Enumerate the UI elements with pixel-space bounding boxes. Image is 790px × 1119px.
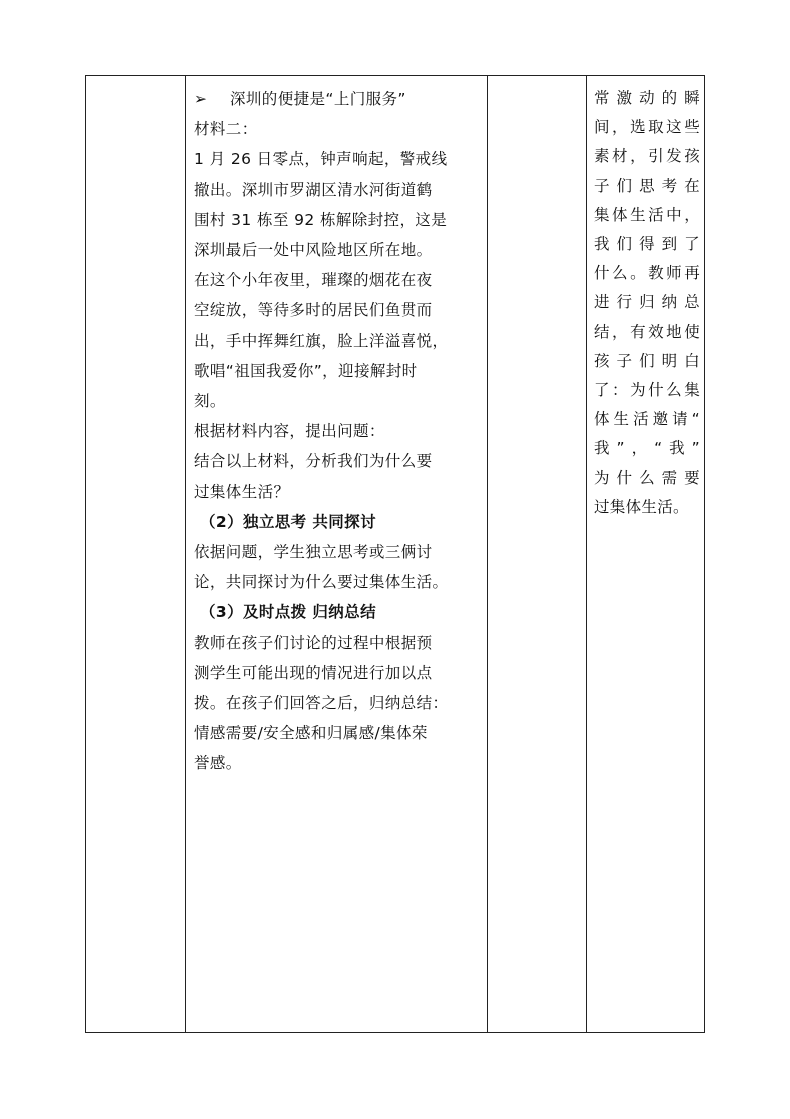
step2-line: 依据问题，学生独立思考或三俩讨 <box>194 543 433 562</box>
step3-line: 测学生可能出现的情况进行加以点 <box>194 663 433 682</box>
column-divider <box>185 76 186 1032</box>
side-line: 体生活邀请“ <box>594 410 700 429</box>
side-line: 间，选取这些 <box>594 118 700 137</box>
step3-line: 情感需要/安全感和归属感/集体荣 <box>194 724 428 743</box>
arrow-bullet-icon: ➢ <box>194 90 208 108</box>
material-line: 1 月 26 日零点，钟声响起，警戒线 <box>194 150 448 169</box>
question-line: 过集体生活？ <box>194 482 290 501</box>
material-line: 在这个小年夜里，璀璨的烟花在夜 <box>194 271 433 290</box>
bullet-text: 深圳的便捷是“上门服务” <box>230 90 406 108</box>
step2-line: 论，共同探讨为什么要过集体生活。 <box>194 573 449 592</box>
step3-heading: （3）及时点拨 归纳总结 <box>200 603 376 622</box>
side-line: 结，有效地使 <box>594 322 700 341</box>
material-line: 撤出。深圳市罗湖区清水河街道鹤 <box>194 180 433 199</box>
side-line: 子们思考在 <box>594 176 700 195</box>
material-title: 材料二： <box>194 120 258 139</box>
step2-heading: （2）独立思考 共同探讨 <box>200 512 376 531</box>
side-line: 集体生活中， <box>594 205 700 224</box>
material-line: 空绽放，等待多时的居民们鱼贯而 <box>194 301 433 320</box>
side-line: 什么。教师再 <box>594 264 700 283</box>
step3-line: 誉感。 <box>194 754 242 773</box>
lesson-plan-table <box>85 75 705 1033</box>
side-line: 我们得到了 <box>594 235 700 254</box>
side-line: 我”，“我” <box>594 439 700 458</box>
column-divider <box>487 76 488 1032</box>
teaching-process-cell <box>194 84 486 779</box>
question-line: 结合以上材料，分析我们为什么要 <box>194 452 433 471</box>
side-line: 素材，引发孩 <box>594 147 700 166</box>
side-line: 常激动的瞬 <box>594 89 700 107</box>
bullet-line <box>194 84 486 114</box>
material-line: 深圳最后一处中风险地区所在地。 <box>194 241 433 260</box>
material-line: 出，手中挥舞红旗，脸上洋溢喜悦， <box>194 331 449 350</box>
side-line: 了：为什么集 <box>594 381 700 400</box>
side-line: 孩子们明白 <box>594 351 700 370</box>
design-intent-cell <box>594 84 700 522</box>
material-line: 刻。 <box>194 392 226 411</box>
step3-line: 教师在孩子们讨论的过程中根据预 <box>194 633 433 652</box>
side-line: 为什么需要 <box>594 468 700 487</box>
column-divider <box>586 76 587 1032</box>
step3-line: 拨。在孩子们回答之后，归纳总结： <box>194 694 449 713</box>
question-intro: 根据材料内容，提出问题： <box>194 422 385 441</box>
side-line: 进行归纳总 <box>594 293 700 312</box>
side-line: 过集体生活。 <box>594 497 689 516</box>
material-line: 歌唱“祖国我爱你”，迎接解封时 <box>194 361 418 380</box>
material-line: 围村 31 栋至 92 栋解除封控，这是 <box>194 210 448 229</box>
